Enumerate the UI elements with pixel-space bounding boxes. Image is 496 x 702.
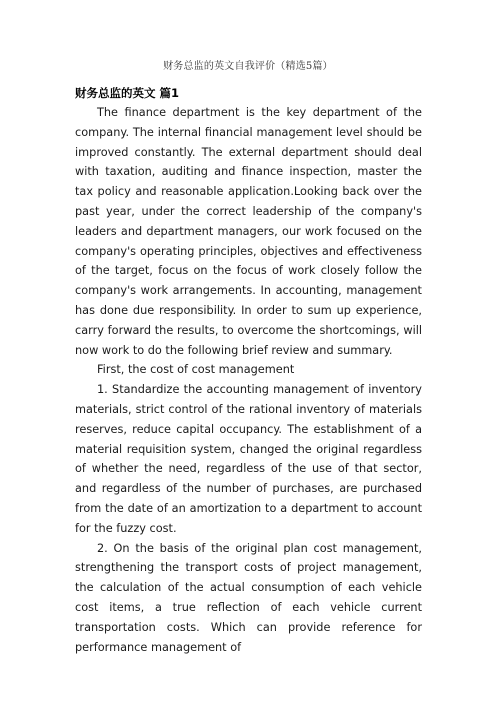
paragraph-item-2: 2. On the basis of the original plan cost management, strengthening the transport costs of project management, the calculation of the actual consumption of each vehicle cost items, a true reflection of each vehicle current transportation costs. Which can provide reference for performance management of xyxy=(75,541,422,654)
document-body xyxy=(75,103,422,657)
section-heading: 财务总监的英文 篇1 xyxy=(75,86,180,100)
page-header-title: 财务总监的英文自我评价（精选5篇） xyxy=(163,61,333,72)
paragraph-intro: The finance department is the key department of the company. The internal financial management level should be improved constantly. The external department should deal with taxation, auditing and finance inspection, master the tax policy and reasonable application.Looking back over the past year, under the correct leadership of the company's leaders and department managers, our work focused on the company's operating principles, objectives and effectiveness of the target, focus on the focus of work closely follow the company's work arrangements. In accounting, management has done due responsibility. In order to sum up experience, carry forward the results, to overcome the shortcomings, will now work to do the following brief review and summary. xyxy=(75,106,422,357)
paragraph-item-1: 1. Standardize the accounting management of inventory materials, strict control of the rational inventory of materials reserves, reduce capital occupancy. The establishment of a material requisition system, changed the original regardless of whether the need, regardless of the use of that sector, and regardless of the number of purchases, are purchased from the date of an amortization to a department to account for the fuzzy cost. xyxy=(75,383,422,535)
paragraph-cost-heading: First, the cost of cost management xyxy=(97,363,295,377)
